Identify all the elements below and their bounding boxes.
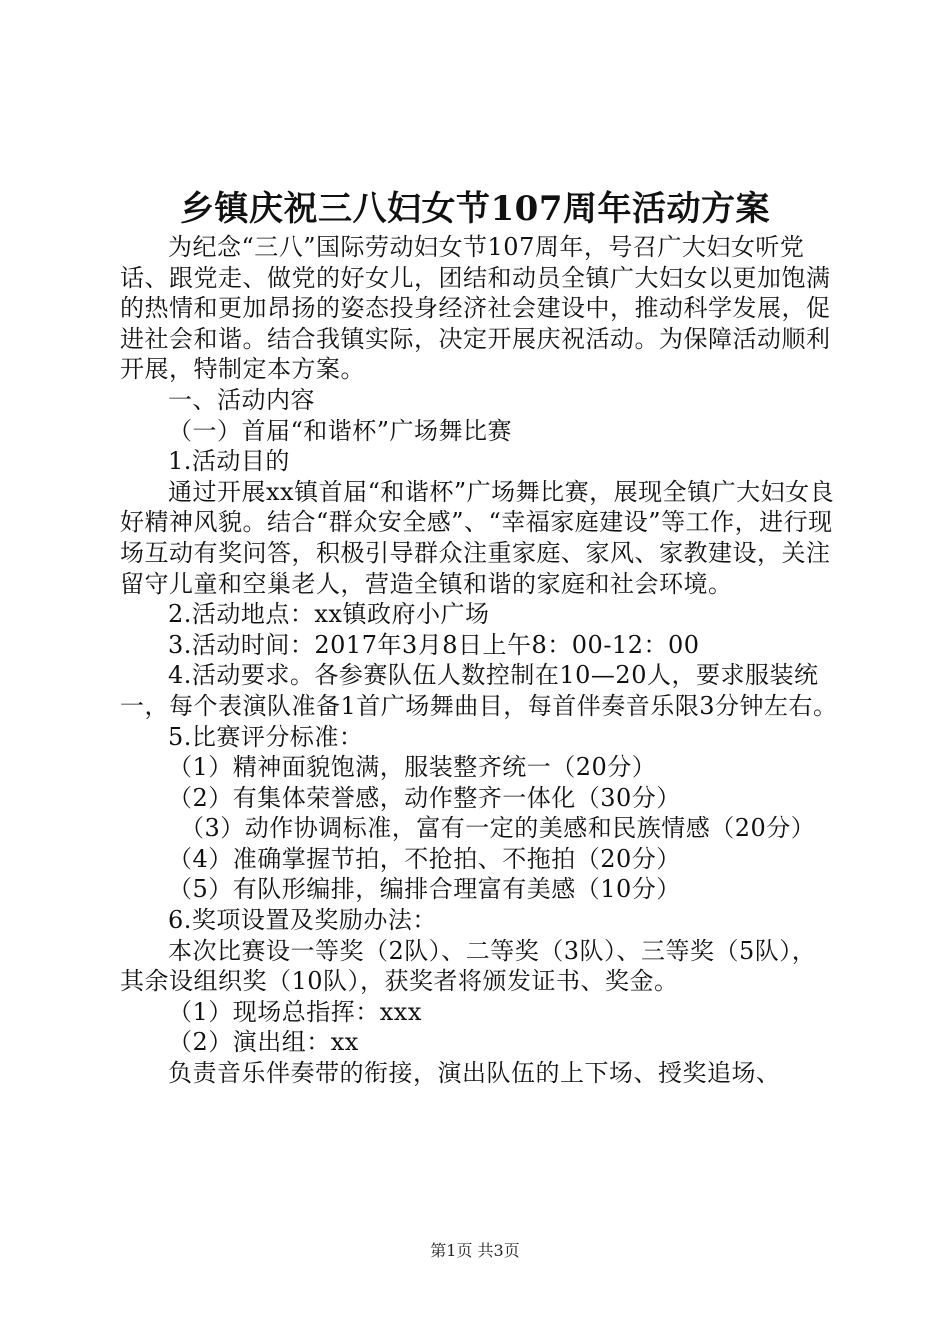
staff-commander: （1）现场总指挥：xxx bbox=[168, 997, 422, 1026]
intro-paragraph: 为纪念“三八”国际劳动妇女节107周年，号召广大妇女听党话、跟党走、做党的好女儿，团结和动员全镇广大妇女以更加饱满的热情和更加昂扬的姿态投身经济社会建设中，推动科学发展，促进社会和谐。结合我镇实际，决定开展庆祝活动。为保障活动顺利开展，特制定本方案。 bbox=[120, 233, 831, 384]
scoring-criterion-1: （1）精神面貌饱满，服装整齐统一（20分） bbox=[168, 753, 657, 782]
item-location: 2.活动地点：xx镇政府小广场 bbox=[168, 600, 490, 629]
item-time: 3.活动时间：2017年3月8日上午8：00-12：00 bbox=[168, 630, 700, 659]
page-number-footer: 第1页 共3页 bbox=[430, 1241, 520, 1260]
scoring-criterion-4: （4）准确掌握节拍，不抢拍、不拖拍（20分） bbox=[168, 844, 681, 873]
purpose-paragraph: 通过开展xx镇首届“和谐杯”广场舞比赛，展现全镇广大妇女良好精神风貌。结合“群众安全感”、“幸福家庭建设”等工作，进行现场互动有奖问答，积极引导群众注重家庭、家风、家教建设，关注留守儿童和空巢老人，营造全镇和谐的家庭和社会环境。 bbox=[120, 477, 835, 598]
performance-group-duties: 负责音乐伴奏带的衔接，演出队伍的上下场、授奖追场、 bbox=[168, 1059, 781, 1088]
section-heading-activity-content: 一、活动内容 bbox=[168, 385, 315, 414]
staff-performance-group: （2）演出组：xx bbox=[168, 1028, 359, 1057]
item-requirements: 4.活动要求。各参赛队伍人数控制在10—20人，要求服装统一，每个表演队准备1首广场舞曲目，每首伴奏音乐限3分钟左右。 bbox=[120, 661, 838, 720]
document-title: 乡镇庆祝三八妇女节107周年活动方案 bbox=[180, 189, 770, 229]
document-body bbox=[120, 232, 840, 1089]
item-scoring-heading: 5.比赛评分标准： bbox=[168, 722, 364, 751]
scoring-criterion-2: （2）有集体荣誉感，动作整齐一体化（30分） bbox=[168, 783, 681, 812]
awards-paragraph: 本次比赛设一等奖（2队）、二等奖（3队）、三等奖（5队），其余设组织奖（10队），获奖者将颁发证书、奖金。 bbox=[120, 936, 817, 996]
subsection-heading-dance-competition: （一）首届“和谐杯”广场舞比赛 bbox=[168, 416, 513, 445]
item-heading-purpose: 1.活动目的 bbox=[168, 447, 290, 476]
scoring-criterion-3: （3）动作协调标准，富有一定的美感和民族情感（20分） bbox=[180, 814, 816, 843]
item-awards-heading: 6.奖项设置及奖励办法： bbox=[168, 906, 437, 935]
scoring-criterion-5: （5）有队形编排，编排合理富有美感（10分） bbox=[168, 875, 681, 904]
